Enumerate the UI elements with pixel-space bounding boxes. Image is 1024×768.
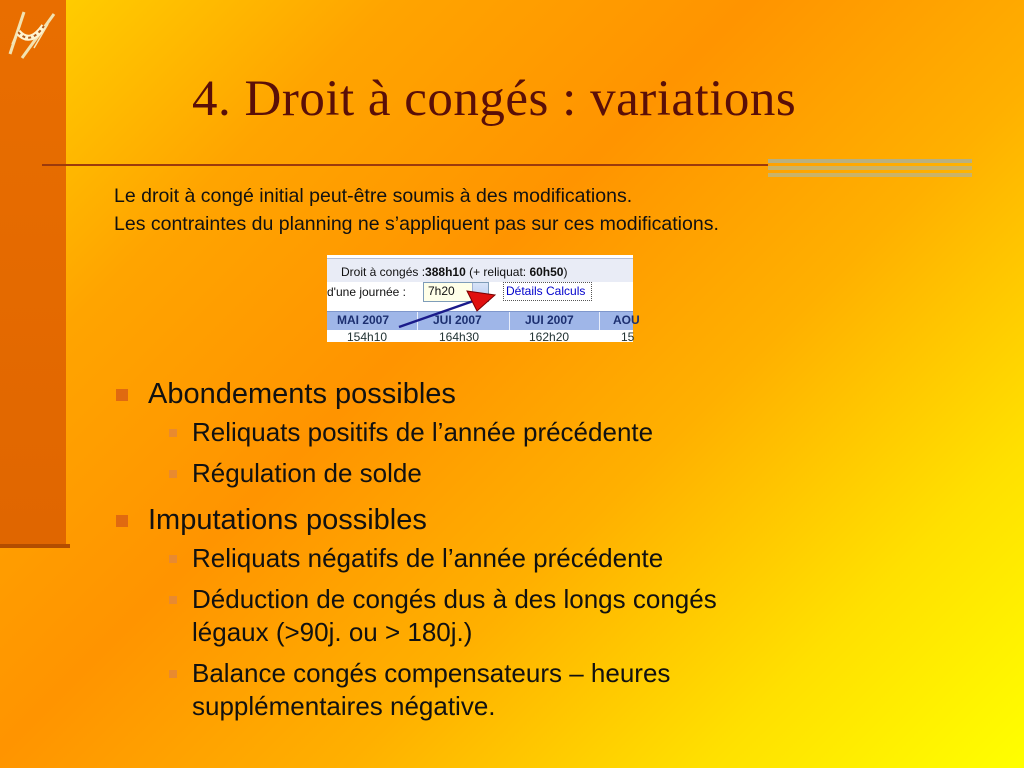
entitlement-value: 388h10 — [425, 265, 466, 279]
list-subitem: Reliquats négatifs de l’année précédente — [114, 542, 717, 575]
list-subitem: Reliquats positifs de l’année précédente — [114, 416, 717, 449]
list-item: Abondements possibles — [114, 372, 717, 416]
carryover-label: (+ reliquat: — [465, 265, 530, 279]
day-duration-value: 7h20 — [428, 284, 455, 298]
pointer-arrow-icon — [327, 255, 633, 340]
square-bullet-icon — [169, 555, 177, 563]
list-item: Imputations possibles — [114, 498, 717, 542]
square-bullet-icon — [169, 596, 177, 604]
month-header: AOU — [613, 313, 640, 327]
title-divider — [42, 164, 768, 166]
month-header: JUI 2007 — [525, 313, 574, 327]
slide-title: 4. Droit à congés : variations — [192, 71, 797, 127]
bullet-list — [114, 372, 717, 731]
carryover-value: 60h50 — [529, 265, 564, 279]
list-subitem: Déduction de congés dus à des longs congés légaux (>90j. ou > 180j.) — [114, 583, 717, 649]
hammock-icon — [4, 4, 66, 62]
hours-cell: 162h20 — [529, 330, 570, 344]
month-header: MAI 2007 — [337, 313, 390, 327]
month-header: JUI 2007 — [433, 313, 482, 327]
decorative-bars — [768, 159, 972, 179]
entitlement-row: Droit à congés :388h10 (+ reliquat: 60h50) — [327, 258, 633, 283]
square-bullet-icon — [116, 389, 128, 401]
list-subitem: Régulation de solde — [114, 457, 717, 490]
square-bullet-icon — [169, 429, 177, 437]
left-accent-band — [0, 0, 66, 546]
square-bullet-icon — [169, 470, 177, 478]
square-bullet-icon — [169, 670, 177, 678]
intro-line: Le droit à congé initial peut-être soumis à des modifications. — [114, 185, 633, 207]
hours-cell: 164h30 — [439, 330, 480, 344]
list-subitem: Balance congés compensateurs – heures supplémentaires négative. — [114, 657, 717, 723]
embedded-screenshot — [327, 255, 640, 344]
square-bullet-icon — [116, 515, 128, 527]
entitlement-label: Droit à congés : — [341, 265, 426, 279]
hours-cell: 154h10 — [347, 330, 388, 344]
details-link[interactable]: Détails Calculs — [503, 282, 592, 301]
intro-text — [114, 182, 719, 238]
intro-line: Les contraintes du planning ne s’appliquent pas sur ces modifications. — [114, 213, 719, 235]
day-duration-label: d'une journée : — [327, 285, 407, 299]
hours-cell: 15 — [621, 330, 635, 344]
left-accent-underline — [0, 544, 70, 548]
